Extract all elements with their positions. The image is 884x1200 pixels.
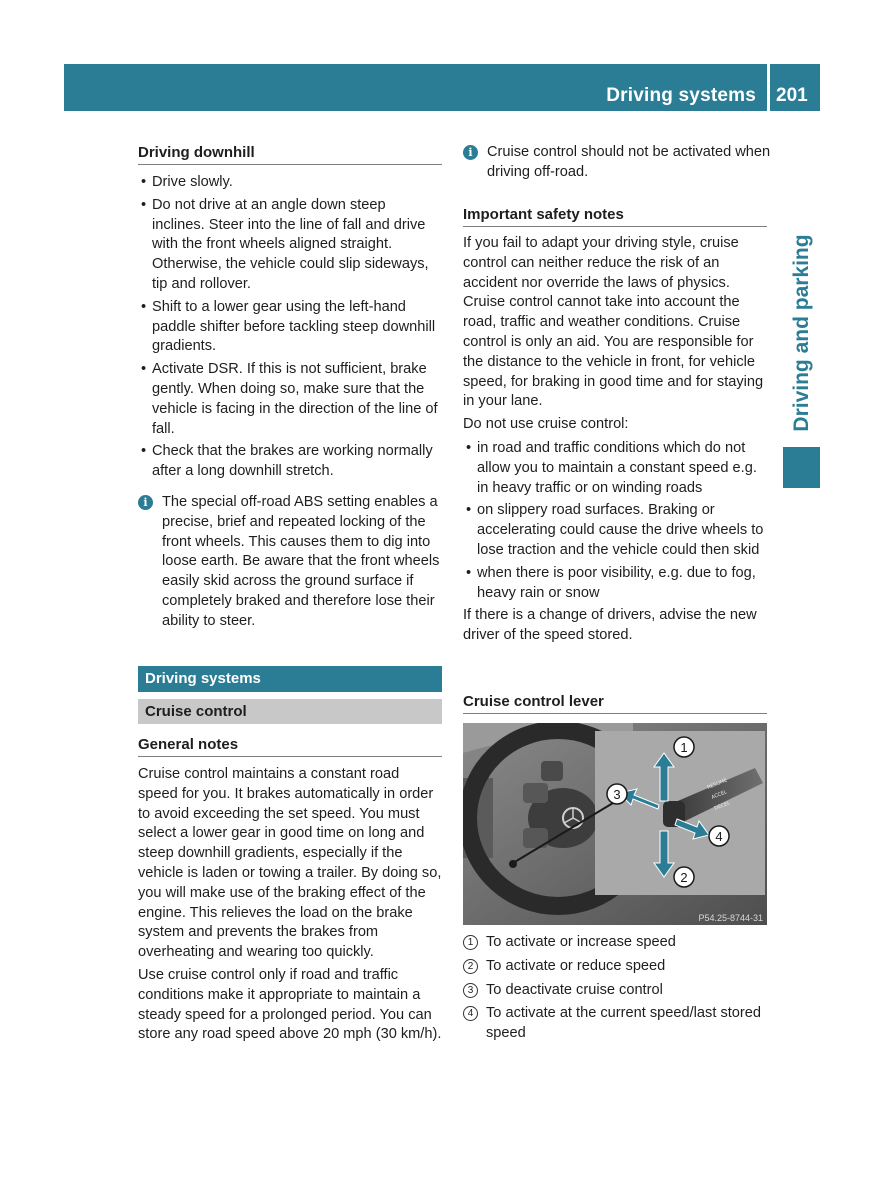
do-not-use-intro: Do not use cruise control:	[463, 416, 629, 433]
lever-label-decel: DECEL	[713, 800, 732, 812]
offroad-info-note	[463, 143, 781, 183]
legend-item	[463, 1004, 767, 1044]
figure-legend	[463, 933, 767, 1044]
legend-number: 2	[463, 959, 478, 974]
side-chapter-tab	[783, 225, 820, 441]
header-divider	[767, 64, 770, 111]
list-item: • in road and traffic conditions which do not allow you to maintain a constant speed e.g. in heavy traffic or on winding roads	[463, 439, 767, 498]
callout-4-label: 4	[715, 829, 723, 844]
legend-text: To activate or increase speed	[486, 934, 676, 950]
safety-notes-heading: Important safety notes	[463, 205, 767, 227]
general-paragraph: Cruise control maintains a constant road speed for you. It brakes automatically in order to avoid exceeding the set speed. You must select a lower gear in good time on long and steep downhill gradients, especially if the vehicle is laden or towing a trailer. By doing so, you will make use of the braking effect of the engine. This relieves the load on the brake system and prevents the brakes from overheating and wearing too quickly.	[138, 766, 442, 961]
legend-text: To deactivate cruise control	[486, 981, 663, 998]
subsection-bar-cruise-control: Cruise control	[138, 699, 442, 724]
left-column	[138, 0, 442, 1043]
driver-change-paragraph: If there is a change of drivers, advise the new driver of the speed stored.	[463, 607, 757, 644]
safety-paragraph: If you fail to adapt your driving style, cruise control can neither reduce the risk of an accident nor override the laws of physics. Cruise control cannot take into account the road, traffic and weather conditions. Cruise control is only an aid. You are responsible for the distance to the vehicle in front, for vehicle speed, for braking in good time and for staying in your lane.	[463, 235, 764, 410]
list-item: • Do not drive at an angle down steep inclines. Steer into the line of fall and drive with the front wheels aligned straight. Otherwise, the vehicle could slip sideways, tip and rollover.	[138, 196, 442, 295]
legend-text: To activate at the current speed/last stored speed	[486, 1005, 762, 1042]
abs-info-text: The special off-road ABS setting enables a precise, brief and repeated locking of the front wheels. This causes them to dig into loose earth. Be aware that the front wheels easily skid across the ground surface if completely braked and therefore lose their ability to steer.	[162, 494, 440, 629]
callout-2-label: 2	[680, 870, 688, 885]
legend-number: 1	[463, 935, 478, 950]
header-section-title: Driving systems	[606, 85, 756, 106]
lever-label-resume: RESUME	[706, 777, 729, 791]
page-number: 201	[776, 85, 808, 106]
list-item: • Drive slowly.	[138, 173, 442, 193]
cruise-control-lever-figure	[463, 723, 767, 925]
legend-item	[463, 933, 767, 953]
downhill-bullet-list	[138, 173, 442, 482]
legend-text: To activate or reduce speed	[486, 957, 666, 974]
abs-info-note	[138, 493, 456, 632]
list-item: • Activate DSR. If this is not sufficient, brake gently. When doing so, make sure that the vehicle is facing in the direction of the line of fall.	[138, 360, 442, 439]
safety-notes-body	[463, 234, 767, 646]
cruise-lever-illustration	[463, 723, 767, 925]
side-chapter-label: Driving and parking	[789, 234, 813, 432]
legend-item	[463, 981, 767, 1001]
legend-number: 4	[463, 1006, 478, 1021]
legend-number: 3	[463, 983, 478, 998]
general-notes-body	[138, 765, 442, 1045]
side-chapter-marker	[783, 447, 820, 488]
general-notes-heading: General notes	[138, 735, 442, 757]
callout-1-label: 1	[680, 740, 688, 755]
offroad-info-text: Cruise control should not be activated when driving off-road.	[487, 144, 771, 180]
callout-3-label: 3	[613, 787, 621, 802]
info-circle-icon: i	[138, 495, 153, 510]
do-not-use-list	[463, 439, 767, 603]
list-item: • Check that the brakes are working normally after a long downhill stretch.	[138, 442, 442, 482]
list-item: • on slippery road surfaces. Braking or accelerating could cause the drive wheels to lose traction and the vehicle could then skid	[463, 501, 767, 560]
driving-downhill-heading: Driving downhill	[138, 143, 442, 165]
list-item: • when there is poor visibility, e.g. due to fog, heavy rain or snow	[463, 564, 767, 604]
figure-code: P54.25-8744-31	[698, 913, 763, 923]
section-bar-driving-systems: Driving systems	[138, 666, 442, 692]
cruise-lever-heading: Cruise control lever	[463, 692, 767, 714]
lever-label-accel: ACCEL	[710, 789, 728, 801]
general-paragraph: Use cruise control only if road and traffic conditions make it appropriate to maintain a steady speed for a prolonged period. You can store any road speed above 20 mph (30 km/h).	[138, 966, 442, 1043]
info-circle-icon: i	[463, 145, 478, 160]
legend-item	[463, 957, 767, 977]
list-item: • Shift to a lower gear using the left-hand paddle shifter before tackling steep downhill gradients.	[138, 298, 442, 357]
